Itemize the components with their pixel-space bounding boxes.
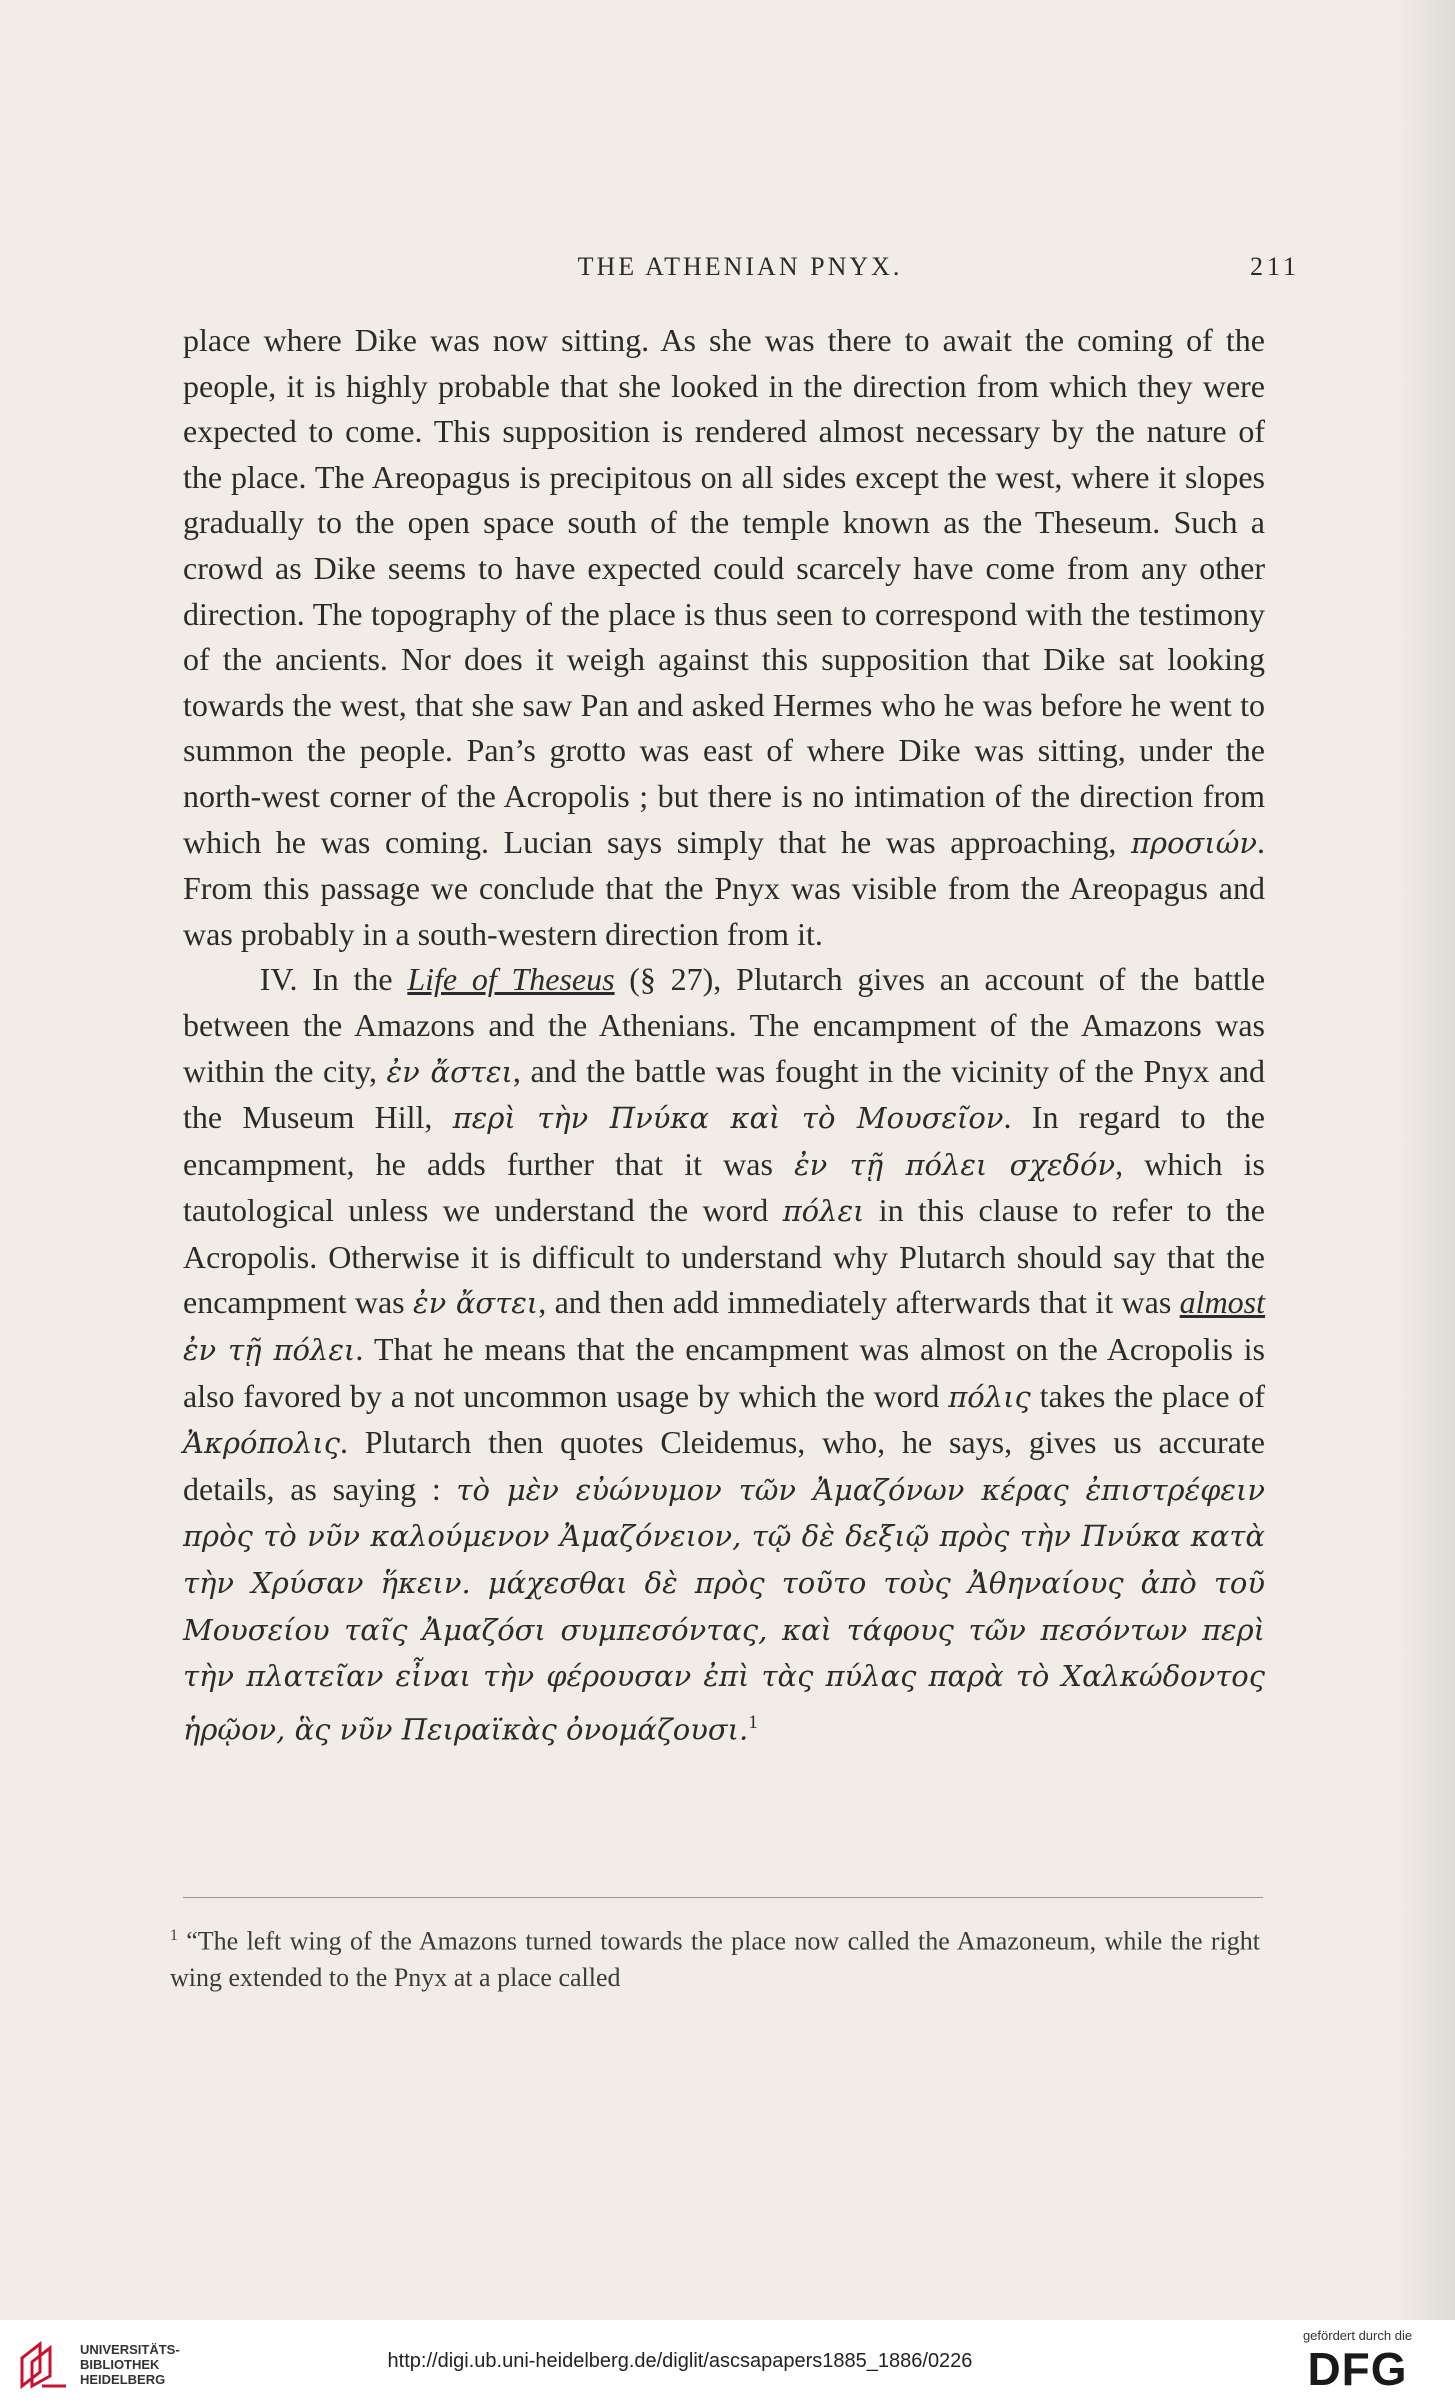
- text-run: . That he means that the encampment was almost on the Acropolis is also favored by a not uncommon usage by which the word: [183, 1331, 1265, 1414]
- text-run: . From this passage we conclude that the Pnyx was visible from the Areopagus and was probably in a south-western direction from it.: [183, 823, 1265, 952]
- library-logo-icon: [18, 2340, 70, 2390]
- greek-text: περὶ τὴν Πνύκα καὶ τὸ Μουσεῖον: [452, 1101, 1004, 1136]
- text-run: takes the place of: [1030, 1377, 1266, 1414]
- footnote-text: “The left wing of the Amazons turned towards the place now called the Amazoneum, while the right wing extended to the Pnyx at a place called: [170, 1926, 1260, 1992]
- italic-text: Life of Theseus: [407, 961, 615, 998]
- greek-text: ἐν ἄστει: [386, 1054, 513, 1089]
- text-run: , and the battle was fought in the vicinity of the Pnyx and the Museum Hill,: [183, 1052, 1266, 1136]
- text-run: place where Dike was now sitting. As she was there to await the coming of the people, it is highly probable that she looked in the direction from which they were expected to come. This supposition is rendered almost necessary by the nature of the place. The Areopagus is precipitous on all sides except the west, where it slopes gradually to the open space south of the temple known as the Theseum. Such a crowd as Dike seems to have expected could scarcely have come from any other direction. The topography of the place is thus seen to correspond with the testimony of the ancients. Nor does it weigh against this supposition that Dike sat looking towards the west, that she saw Pan and asked Hermes who he was before he went to summon the people. Pan’s grotto was east of where Dike was sitting, under the north-west corner of the Acropolis ; but there is no intimation of the direction from which he was coming. Lucian says simply that he was approaching,: [183, 322, 1265, 860]
- body-text: [183, 318, 1265, 1753]
- italic-text: almost: [1179, 1284, 1266, 1321]
- greek-text: προσιών: [1130, 825, 1257, 860]
- dfg-logo: DFG: [1307, 2343, 1408, 2395]
- greek-text: πόλει: [782, 1194, 865, 1229]
- paragraph: [183, 957, 1265, 1753]
- greek-text: ἐν ἄστει: [413, 1286, 539, 1321]
- text-run: , which is tautological unless we understand the word: [183, 1145, 1266, 1229]
- footnote-ref: 1: [748, 1711, 758, 1733]
- funder-block[interactable]: [1270, 2328, 1445, 2403]
- library-name: [80, 2342, 180, 2387]
- greek-text: Ἀκρόπολις: [183, 1426, 340, 1461]
- running-head: [180, 252, 1300, 292]
- digitization-footer: [0, 2320, 1455, 2405]
- text-run: . In regard to the encampment, he adds further that it was: [183, 1099, 1266, 1182]
- page-shadow: [1395, 0, 1455, 2320]
- footnote-divider: [183, 1897, 1263, 1898]
- running-title: THE ATHENIAN PNYX.: [577, 252, 903, 281]
- greek-text: τὸ μὲν εὐώνυμον τῶν Ἀμαζόνων κέρας ἐπιστρέφειν πρὸς τὸ νῦν καλούμενον Ἀμαζόνειον, τῷ δὲ δεξιῷ πρὸς τὴν Πνύκα κατὰ τὴν Χρύσαν ἥκειν. μάχεσθαι δὲ πρὸς τοῦτο τοὺς Ἀθηναίους ἀπὸ τοῦ Μουσείου ταῖς Ἀμαζόσι συμπεσόντας, καὶ τάφους τῶν πεσόντων περὶ τὴν πλατεῖαν εἶναι τὴν φέρουσαν ἐπὶ τὰς πύλας παρὰ τὸ Χαλκώδοντος ἡρῷον, ἃς νῦν Πειραϊκὰς ὀνομάζουσι.: [183, 1472, 1265, 1747]
- footnote-marker: 1: [170, 1927, 178, 1944]
- library-name-line: UNIVERSITÄTS-: [80, 2342, 180, 2357]
- text-run: (§ 27), Plutarch gives an account of the battle between the Amazons and the Athenians. The encampment of the Amazons was within the city,: [183, 961, 1266, 1089]
- library-name-line: BIBLIOTHEK: [80, 2357, 160, 2372]
- source-url-link[interactable]: http://digi.ub.uni-heidelberg.de/diglit/ascsapapers1885_1886/0226: [387, 2350, 973, 2372]
- funder-label: gefördert durch die: [1302, 2328, 1413, 2343]
- text-run: in this clause to refer to the Acropolis. Otherwise it is difficult to understand why Plutarch should say that the encampment was: [183, 1192, 1266, 1321]
- greek-text: ἐν τῇ πόλει σχεδόν: [794, 1147, 1116, 1182]
- text-run: IV. In the: [259, 961, 408, 998]
- greek-text: ἐν τῇ πόλει: [183, 1333, 356, 1368]
- page-number: 211: [1249, 252, 1300, 281]
- paragraph: [183, 318, 1265, 957]
- text-run: . Plutarch then quotes Cleidemus, who, he says, gives us accurate details, as saying :: [183, 1424, 1265, 1507]
- text-run: , and then add immediately afterwards that it was: [538, 1284, 1180, 1321]
- library-name-line: HEIDELBERG: [80, 2372, 166, 2387]
- library-logo[interactable]: [18, 2340, 218, 2390]
- greek-text: πόλις: [948, 1379, 1031, 1414]
- footnote: [170, 1918, 1260, 1996]
